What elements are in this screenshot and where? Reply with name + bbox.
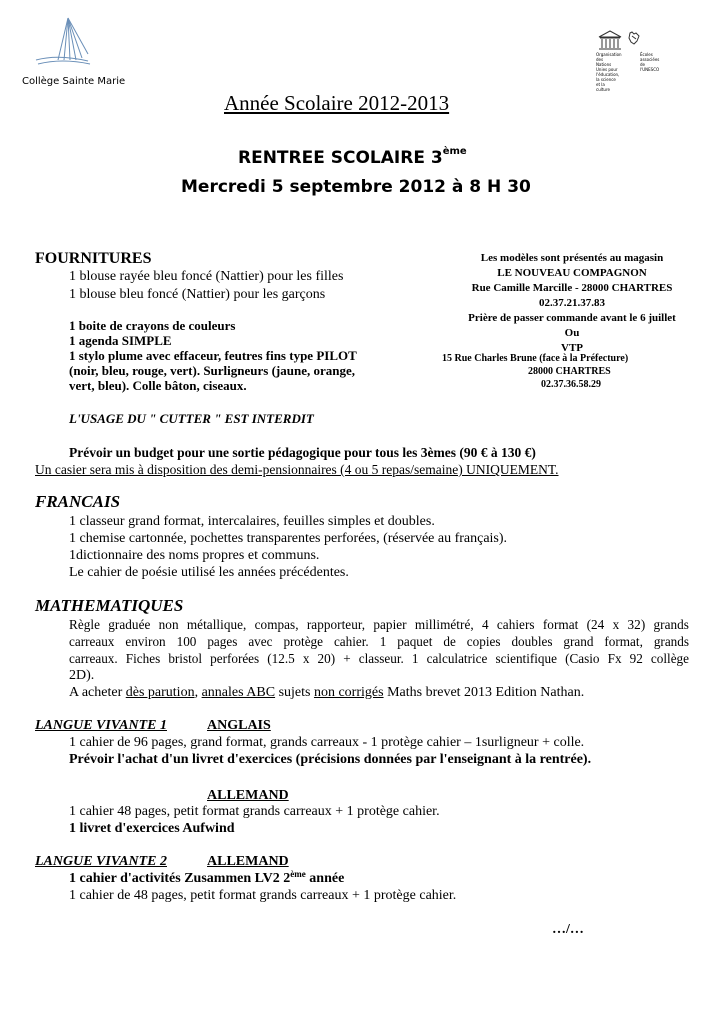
lv2-item: 1 cahier de 48 pages, petit format grands carreaux + 1 protège cahier.	[69, 888, 457, 903]
store-info	[430, 251, 714, 356]
store-line-3: Rue Camille Marcille - 28000 CHARTRES	[471, 282, 673, 294]
lv1-item: 1 cahier de 96 pages, grand format, grands carreaux - 1 protège cahier – 1surligneur + colle.	[69, 735, 585, 750]
maths-buy-u3: non corrigés	[313, 685, 384, 700]
fournitures-bold-2: 1 agenda SIMPLE	[69, 333, 172, 348]
lv2-bold-prefix: 1 cahier d'activités Zusammen LV2 2	[69, 871, 291, 886]
date-line: Mercredi 5 septembre 2012 à 8 H 30	[181, 177, 531, 197]
store-line-8: 15 Rue Charles Brune (face à la Préfecture)	[442, 353, 629, 364]
maths-line-1: Règle graduée non métallique, compas, rapporteur, papier millimétré, 4 cahiers format (24 x 32) grands	[69, 617, 689, 632]
store-line-4: 02.37.21.37.83	[539, 297, 605, 309]
lv2-bold-item	[69, 870, 344, 887]
fournitures-item-1: 1 blouse rayée bleu foncé (Nattier) pour les filles	[69, 269, 344, 284]
rentree-title	[238, 147, 467, 169]
unesco-text-2: Écoles associées de l'UNESCO	[640, 52, 660, 72]
fournitures-bold-1: 1 boite de crayons de couleurs	[69, 318, 236, 333]
fournitures-bold-3: 1 stylo plume avec effaceur, feutres fins type PILOT	[69, 348, 357, 363]
maths-buy-u1: dès parution	[125, 685, 195, 700]
maths-buy-u2: annales ABC	[201, 685, 276, 700]
lv1-label: LANGUE VIVANTE 1	[35, 718, 167, 733]
maths-buy-line	[69, 684, 584, 701]
maths-buy-suffix: Maths brevet 2013 Edition Nathan.	[383, 685, 585, 700]
lv2-bold-suffix: année	[305, 871, 345, 886]
school-name: Collège Sainte Marie	[22, 76, 126, 87]
maths-line-3: carreaux. Fiches bristol perforées (12.5 x 20) + classeur. 1 calculatrice scientifique (Casio Fx 92 collège	[69, 651, 689, 666]
maths-line-4: 2D).	[69, 668, 95, 683]
store-line-7: VTP	[561, 342, 583, 354]
lv1-alt-language: ALLEMAND	[207, 788, 289, 803]
francais-item-1: 1 classeur grand format, intercalaires, feuilles simples et doubles.	[69, 514, 435, 529]
year-title: Année Scolaire 2012-2013	[224, 91, 450, 115]
lv1-alt-bold: 1 livret d'exercices Aufwind	[69, 821, 235, 836]
maths-buy-sep: ,	[194, 685, 202, 700]
fournitures-heading: FOURNITURES	[35, 250, 152, 267]
store-line-10: 02.37.36.58.29	[541, 379, 601, 390]
lv2-label: LANGUE VIVANTE 2	[35, 854, 167, 869]
maths-heading: MATHEMATIQUES	[35, 596, 184, 615]
fournitures-bold-5: vert, bleu). Colle bâton, ciseaux.	[69, 378, 247, 393]
maths-buy-mid: sujets	[275, 685, 314, 700]
maths-line-2: carreaux environ 100 pages avec protège cahier. 1 paquet de copies doubles grand format, grands	[69, 634, 689, 649]
locker-notice: Un casier sera mis à disposition des demi-pensionnaires (4 ou 5 repas/semaine) UNIQUEMENT.	[35, 462, 559, 477]
school-logo	[28, 14, 108, 72]
lv1-bold-item: Prévoir l'achat d'un livret d'exercices (précisions données par l'enseignant à la rentrée).	[69, 752, 592, 767]
fournitures-bold-4: (noir, bleu, rouge, vert). Surligneurs (jaune, orange,	[69, 363, 355, 378]
francais-item-2: 1 chemise cartonnée, pochettes transparentes perforées, (réservée au français).	[69, 531, 508, 546]
continuation-mark: …/…	[552, 922, 584, 937]
lv1-language: ANGLAIS	[207, 718, 271, 733]
lv2-bold-sup: ème	[290, 869, 306, 879]
unesco-text: Organisation des Nations Unies pour l'éducation, la science et la culture	[596, 52, 622, 92]
francais-heading: FRANCAIS	[35, 492, 121, 511]
lv2-language: ALLEMAND	[207, 854, 289, 869]
rentree-title-sup: ème	[442, 146, 467, 157]
store-line-2: LE NOUVEAU COMPAGNON	[497, 267, 647, 279]
maths-buy-prefix: A acheter	[69, 685, 126, 700]
fournitures-item-2: 1 blouse bleu foncé (Nattier) pour les garçons	[69, 287, 326, 302]
cutter-warning: L'USAGE DU " CUTTER " EST INTERDIT	[69, 411, 314, 426]
store-line-1: Les modèles sont présentés au magasin	[480, 252, 664, 264]
store-line-6: Ou	[564, 327, 580, 339]
francais-item-3: 1dictionnaire des noms propres et communs.	[69, 548, 320, 563]
lv1-alt-item: 1 cahier 48 pages, petit format grands carreaux + 1 protège cahier.	[69, 804, 440, 819]
store-line-5: Prière de passer commande avant le 6 juillet	[468, 312, 676, 324]
francais-item-4: Le cahier de poésie utilisé les années précédentes.	[69, 565, 349, 580]
store-line-9: 28000 CHARTRES	[528, 366, 611, 377]
rentree-title-text: RENTREE SCOLAIRE 3	[238, 148, 443, 168]
budget-notice: Prévoir un budget pour une sortie pédagogique pour tous les 3èmes (90 € à 130 €)	[69, 445, 536, 460]
